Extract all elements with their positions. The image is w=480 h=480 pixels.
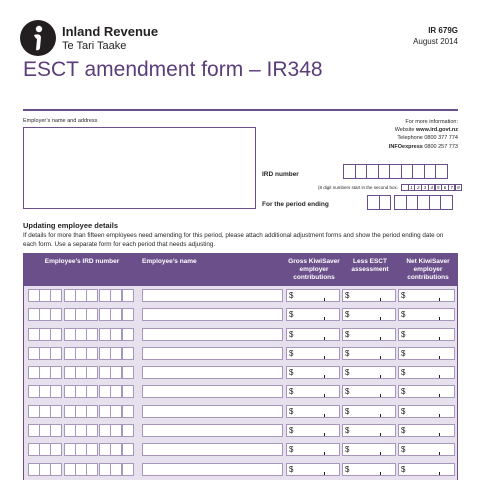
row-ird-digit-box[interactable] (75, 443, 87, 456)
row-ird-digit-box[interactable] (99, 424, 111, 437)
row-ird-digit-box[interactable] (39, 463, 51, 476)
employer-name-address-field[interactable] (23, 127, 256, 209)
info-infoexpress: INFOexpress 0800 257 773 (388, 143, 458, 150)
org-name: Inland Revenue (62, 24, 159, 39)
row-ird-digit-box[interactable] (86, 347, 98, 360)
updating-section-title: Updating employee details (23, 221, 119, 230)
period-digit-box[interactable] (379, 195, 392, 210)
row-gross-field[interactable]: $ (286, 347, 340, 360)
row-ird-digit-box[interactable] (86, 443, 98, 456)
row-ird-digit-box[interactable] (75, 463, 87, 476)
row-ird-digit-box[interactable] (122, 424, 134, 437)
row-gross-field[interactable]: $ (286, 308, 340, 321)
row-ird-number-field[interactable] (28, 366, 133, 379)
form-code: IR 679G (428, 26, 458, 35)
row-ird-digit-box[interactable] (39, 308, 51, 321)
row-ird-digit-box[interactable] (110, 328, 122, 341)
brand (62, 24, 158, 52)
ird-example-boxes: 1 2 3 4 5 6 7 8 (401, 184, 461, 191)
col-gross-contributions: Gross KiwiSaver employer contributions (288, 258, 340, 281)
table-row (24, 305, 457, 324)
row-gross-field[interactable]: $ (286, 463, 340, 476)
row-employee-name-field[interactable] (142, 385, 283, 398)
row-ird-digit-box[interactable] (28, 405, 40, 418)
row-ird-digit-box[interactable] (75, 405, 87, 418)
info-website: Website www.ird.govt.nz (394, 127, 458, 134)
row-net-field[interactable]: $ (398, 385, 455, 398)
table-row (24, 460, 457, 479)
row-ird-digit-box[interactable] (28, 424, 40, 437)
row-ird-digit-box[interactable] (28, 385, 40, 398)
period-digit-box[interactable] (440, 195, 453, 210)
row-ird-digit-box[interactable] (64, 347, 76, 360)
row-ird-digit-box[interactable] (122, 308, 134, 321)
table-row (24, 440, 457, 459)
row-ird-digit-box[interactable] (64, 405, 76, 418)
row-ird-digit-box[interactable] (75, 328, 87, 341)
row-ird-digit-box[interactable] (86, 385, 98, 398)
row-ird-digit-box[interactable] (75, 366, 87, 379)
row-ird-digit-box[interactable] (50, 463, 62, 476)
table-row (24, 421, 457, 440)
row-ird-digit-box[interactable] (86, 424, 98, 437)
row-ird-digit-box[interactable] (110, 443, 122, 456)
row-ird-digit-box[interactable] (122, 443, 134, 456)
row-net-field[interactable]: $ (398, 366, 455, 379)
row-ird-digit-box[interactable] (99, 443, 111, 456)
row-ird-digit-box[interactable] (99, 463, 111, 476)
row-gross-field[interactable]: $ (286, 366, 340, 379)
row-ird-digit-box[interactable] (50, 347, 62, 360)
org-name-maori: Te Tari Taake (62, 40, 127, 52)
row-ird-digit-box[interactable] (39, 347, 51, 360)
employer-label: Employer’s name and address (23, 118, 98, 124)
row-net-field[interactable]: $ (398, 405, 455, 418)
row-ird-digit-box[interactable] (64, 289, 76, 302)
row-ird-digit-box[interactable] (75, 385, 87, 398)
row-ird-digit-box[interactable] (110, 463, 122, 476)
row-ird-digit-box[interactable] (110, 424, 122, 437)
row-ird-digit-box[interactable] (64, 443, 76, 456)
row-ird-digit-box[interactable] (39, 424, 51, 437)
row-ird-digit-box[interactable] (99, 366, 111, 379)
row-less-esct-field[interactable]: $ (342, 443, 396, 456)
row-ird-digit-box[interactable] (110, 385, 122, 398)
row-net-field[interactable]: $ (398, 328, 455, 341)
row-ird-digit-box[interactable] (28, 347, 40, 360)
row-employee-name-field[interactable] (142, 405, 283, 418)
row-ird-number-field[interactable] (28, 443, 133, 456)
row-employee-name-field[interactable] (142, 424, 283, 437)
row-ird-digit-box[interactable] (99, 308, 111, 321)
row-ird-digit-box[interactable] (122, 366, 134, 379)
row-ird-digit-box[interactable] (64, 308, 76, 321)
row-ird-digit-box[interactable] (39, 385, 51, 398)
row-gross-field[interactable]: $ (286, 424, 340, 437)
row-ird-digit-box[interactable] (50, 328, 62, 341)
row-net-field[interactable]: $ (398, 424, 455, 437)
row-employee-name-field[interactable] (142, 443, 283, 456)
header-divider (23, 109, 458, 111)
row-ird-number-field[interactable] (28, 347, 133, 360)
row-ird-digit-box[interactable] (110, 347, 122, 360)
row-less-esct-field[interactable]: $ (342, 424, 396, 437)
row-ird-digit-box[interactable] (28, 328, 40, 341)
row-ird-digit-box[interactable] (39, 289, 51, 302)
ird-number-label: IRD number (262, 171, 299, 178)
table-row (24, 363, 457, 382)
row-ird-digit-box[interactable] (50, 366, 62, 379)
row-ird-digit-box[interactable] (110, 405, 122, 418)
row-ird-number-field[interactable] (28, 463, 133, 476)
row-ird-number-field[interactable] (28, 405, 133, 418)
row-ird-digit-box[interactable] (122, 289, 134, 302)
row-ird-digit-box[interactable] (50, 289, 62, 302)
row-employee-name-field[interactable] (142, 328, 283, 341)
form-code-block (413, 26, 458, 46)
row-employee-name-field[interactable] (142, 463, 283, 476)
row-ird-digit-box[interactable] (122, 347, 134, 360)
row-ird-digit-box[interactable] (86, 289, 98, 302)
row-ird-digit-box[interactable] (86, 366, 98, 379)
col-less-esct: Less ESCT assessment (351, 258, 389, 273)
row-ird-digit-box[interactable] (64, 328, 76, 341)
row-ird-digit-box[interactable] (64, 463, 76, 476)
row-ird-digit-box[interactable] (86, 308, 98, 321)
row-ird-digit-box[interactable] (99, 405, 111, 418)
row-ird-number-field[interactable] (28, 308, 133, 321)
page-title: ESCT amendment form – IR348 (23, 58, 323, 81)
info-heading: For more information: (405, 119, 458, 125)
row-ird-digit-box[interactable] (99, 347, 111, 360)
row-ird-digit-box[interactable] (50, 385, 62, 398)
row-ird-digit-box[interactable] (75, 308, 87, 321)
row-ird-digit-box[interactable] (110, 308, 122, 321)
row-ird-digit-box[interactable] (99, 385, 111, 398)
table-row (24, 382, 457, 401)
row-gross-field[interactable]: $ (286, 289, 340, 302)
row-employee-name-field[interactable] (142, 366, 283, 379)
row-ird-digit-box[interactable] (86, 463, 98, 476)
table-header (24, 254, 457, 286)
period-ending-label: For the period ending (262, 201, 329, 208)
row-ird-digit-box[interactable] (122, 405, 134, 418)
table-row (24, 286, 457, 305)
row-ird-digit-box[interactable] (28, 289, 40, 302)
table-body (24, 286, 457, 479)
row-ird-digit-box[interactable] (64, 424, 76, 437)
info-telephone: Telephone 0800 377 774 (397, 135, 458, 142)
row-net-field[interactable]: $ (398, 443, 455, 456)
website-link[interactable]: www.ird.govt.nz (416, 127, 458, 134)
row-ird-digit-box[interactable] (28, 308, 40, 321)
row-net-field[interactable]: $ (398, 463, 455, 476)
row-ird-number-field[interactable] (28, 424, 133, 437)
row-ird-digit-box[interactable] (75, 424, 87, 437)
row-ird-digit-box[interactable] (50, 424, 62, 437)
row-less-esct-field[interactable]: $ (342, 347, 396, 360)
row-ird-digit-box[interactable] (50, 405, 62, 418)
row-ird-digit-box[interactable] (99, 328, 111, 341)
row-net-field[interactable]: $ (398, 347, 455, 360)
table-row (24, 402, 457, 421)
row-ird-digit-box[interactable] (28, 463, 40, 476)
row-less-esct-field[interactable]: $ (342, 463, 396, 476)
row-ird-digit-box[interactable] (75, 347, 87, 360)
row-less-esct-field[interactable]: $ (342, 366, 396, 379)
row-less-esct-field[interactable]: $ (342, 308, 396, 321)
row-gross-field[interactable]: $ (286, 385, 340, 398)
period-ending-field[interactable] (367, 195, 452, 210)
row-gross-field[interactable]: $ (286, 328, 340, 341)
row-ird-digit-box[interactable] (99, 289, 111, 302)
row-less-esct-field[interactable]: $ (342, 289, 396, 302)
row-ird-digit-box[interactable] (122, 328, 134, 341)
row-employee-name-field[interactable] (142, 308, 283, 321)
row-ird-digit-box[interactable] (86, 405, 98, 418)
row-ird-digit-box[interactable] (39, 366, 51, 379)
employee-table (23, 253, 458, 480)
row-ird-digit-box[interactable] (110, 366, 122, 379)
table-row (24, 325, 457, 344)
row-ird-digit-box[interactable] (39, 328, 51, 341)
row-ird-digit-box[interactable] (50, 443, 62, 456)
row-ird-number-field[interactable] (28, 328, 133, 341)
row-ird-digit-box[interactable] (39, 443, 51, 456)
info-block (389, 118, 458, 151)
table-row (24, 344, 457, 363)
ird-number-field[interactable] (343, 164, 447, 179)
row-ird-number-field[interactable] (28, 385, 133, 398)
row-ird-digit-box[interactable] (39, 405, 51, 418)
row-ird-digit-box[interactable] (75, 289, 87, 302)
row-ird-digit-box[interactable] (50, 308, 62, 321)
ird-digit-box[interactable] (435, 164, 448, 179)
row-ird-digit-box[interactable] (64, 385, 76, 398)
row-net-field[interactable]: $ (398, 289, 455, 302)
row-employee-name-field[interactable] (142, 347, 283, 360)
row-ird-digit-box[interactable] (86, 328, 98, 341)
row-gross-field[interactable]: $ (286, 443, 340, 456)
ird-number-note: (8 digit numbers start in the second box. 1 2 3 4 5 6 7 8 (318, 184, 461, 191)
row-ird-digit-box[interactable] (64, 366, 76, 379)
row-gross-field[interactable]: $ (286, 405, 340, 418)
row-ird-digit-box[interactable] (110, 289, 122, 302)
col-ird-number: Employee’s IRD number (44, 258, 120, 265)
row-less-esct-field[interactable]: $ (342, 385, 396, 398)
row-ird-number-field[interactable] (28, 289, 133, 302)
row-ird-digit-box[interactable] (122, 385, 134, 398)
row-less-esct-field[interactable]: $ (342, 405, 396, 418)
row-net-field[interactable]: $ (398, 308, 455, 321)
row-ird-digit-box[interactable] (28, 443, 40, 456)
col-employee-name: Employee’s name (142, 258, 197, 265)
col-net-contributions: Net KiwiSaver employer contributions (406, 258, 450, 281)
form-date: August 2014 (413, 37, 458, 46)
inland-revenue-logo-icon (20, 20, 56, 56)
row-ird-digit-box[interactable] (28, 366, 40, 379)
updating-instructions: If details for more than fifteen employees need amending for this period, please attach additional adjustment forms and show the period ending date on each form. Use a separate form for each period that needs adjusting. (23, 232, 444, 248)
row-ird-digit-box[interactable] (122, 463, 134, 476)
row-less-esct-field[interactable]: $ (342, 328, 396, 341)
row-employee-name-field[interactable] (142, 289, 283, 302)
